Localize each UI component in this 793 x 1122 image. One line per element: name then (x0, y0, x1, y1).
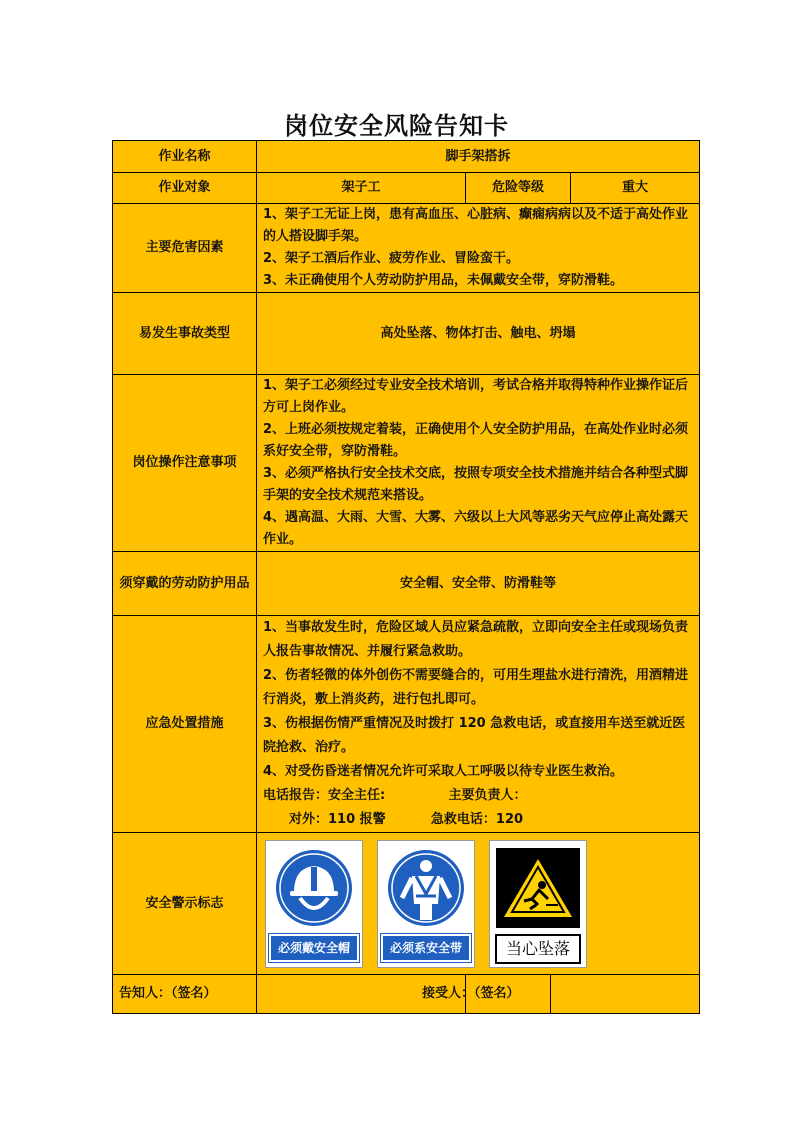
row-sign-off (113, 975, 700, 1014)
emergency-label: 应急处置措施 (113, 616, 257, 833)
emergency-item: 2、伤者轻微的体外创伤不需要缝合的，可用生理盐水进行清洗，用酒精进行消炎，敷上消炎药，进行包扎即可。 (263, 668, 689, 707)
hazard-level-label: 危险等级 (466, 173, 571, 204)
risk-notice-card (112, 140, 700, 1014)
emergency-item: 3、伤根据伤情严重情况及时拨打 120 急救电话，或直接用车送至就近医院抢救、治疗。 (263, 716, 686, 755)
safety-harness-icon (386, 848, 466, 928)
phone-report-line: 电话报告：安全主任: 主要负责人： (263, 788, 527, 803)
emergency-list (257, 616, 700, 833)
hazard-item: 1、架子工无证上岗，患有高血压、心脏病、癫痫病病以及不适于高处作业的人搭设脚手架。 (263, 207, 689, 244)
helmet-sign-caption: 必须戴安全帽 (269, 934, 359, 962)
harness-sign (377, 840, 475, 968)
page-title: 岗位安全风险告知卡 (284, 112, 509, 140)
row-job-name (113, 141, 700, 173)
signs-label: 安全警示标志 (113, 833, 257, 975)
fall-warning-sign (489, 840, 587, 968)
emergency-numbers-line: 对外：110 报警 急救电话：120 (289, 812, 524, 827)
row-emergency (113, 616, 700, 833)
emergency-item: 1、当事故发生时，危险区域人员应紧急疏散，立即向安全主任或现场负责人报告事故情况、并履行紧急救助。 (263, 620, 689, 659)
precaution-item: 1、架子工必须经过专业安全技术培训，考试合格并取得特种作业操作证后方可上岗作业。 (263, 378, 689, 415)
ppe-value: 安全帽、安全带、防滑鞋等 (257, 552, 700, 616)
row-precautions (113, 375, 700, 552)
hazards-label: 主要危害因素 (113, 204, 257, 293)
ppe-label: 须穿戴的劳动防护用品 (113, 552, 257, 616)
accident-types-label: 易发生事故类型 (113, 293, 257, 375)
emergency-item: 4、对受伤昏迷者情况允许可采取人工呼吸以待专业医生救治。 (263, 764, 624, 779)
accident-types-value: 高处坠落、物体打击、触电、坍塌 (257, 293, 700, 375)
precautions-label: 岗位操作注意事项 (113, 375, 257, 552)
hazard-item: 2、架子工酒后作业、疲劳作业、冒险蛮干。 (263, 251, 520, 266)
notifier-signature-label: 告知人：（签名） (113, 975, 257, 1014)
job-target-value: 架子工 (257, 173, 466, 204)
hazards-list (257, 204, 700, 293)
precaution-item: 2、上班必须按规定着装，正确使用个人安全防护用品，在高处作业时必须系好安全带，穿防滑鞋。 (263, 422, 689, 459)
hazard-level-value: 重大 (571, 173, 700, 204)
receiver-signature-label: 接受人：（签名） (416, 975, 551, 1013)
precaution-item: 3、必须严格执行安全技术交底，按照专项安全技术措施并结合各种型式脚手架的安全技术规范来搭设。 (263, 466, 689, 503)
signs-cell (257, 833, 700, 975)
row-ppe (113, 552, 700, 616)
job-name-label: 作业名称 (113, 141, 257, 173)
helmet-sign (265, 840, 363, 968)
job-name-value: 脚手架搭拆 (257, 141, 700, 173)
harness-sign-caption: 必须系安全带 (381, 934, 471, 962)
job-target-label: 作业对象 (113, 173, 257, 204)
fall-warning-icon (496, 848, 580, 928)
receiver-signature-area (422, 975, 700, 1014)
row-hazards (113, 204, 700, 293)
precautions-list (257, 375, 700, 552)
row-accident-types (113, 293, 700, 375)
row-job-target (113, 173, 700, 204)
fall-warning-caption: 当心坠落 (495, 934, 581, 964)
row-signs (113, 833, 700, 975)
hazard-item: 3、未正确使用个人劳动防护用品，未佩戴安全带，穿防滑鞋。 (263, 273, 624, 288)
precaution-item: 4、遇高温、大雨、大雪、大雾、六级以上大风等恶劣天气应停止高处露天作业。 (263, 510, 689, 547)
helmet-icon (274, 848, 354, 928)
receiver-signature-field[interactable] (551, 975, 699, 1013)
